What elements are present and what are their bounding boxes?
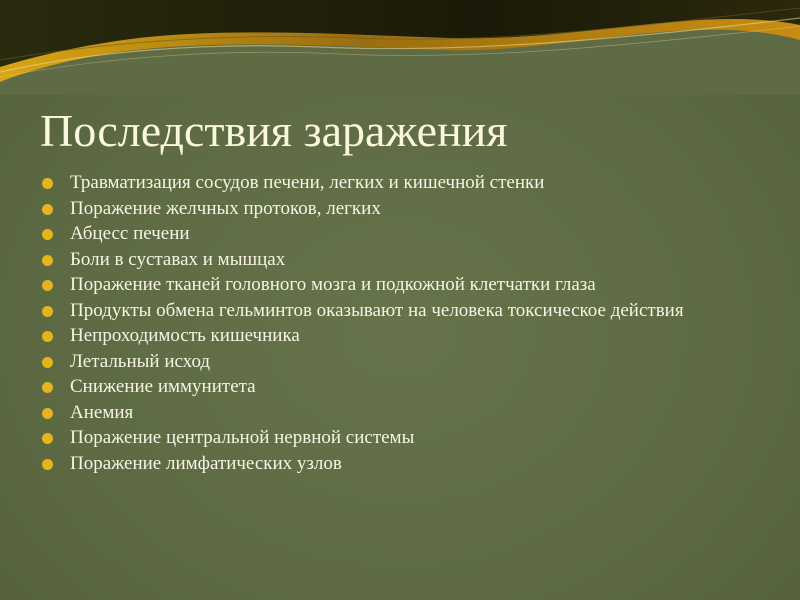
round-bullet-icon <box>42 178 53 189</box>
list-item-text: Поражение лимфатических узлов <box>70 452 342 474</box>
list-item-text: Непроходимость кишечника <box>70 325 300 346</box>
round-bullet-icon <box>42 433 53 444</box>
list-item-text: Поражение тканей головного мозга и подкожной клетчатки глаза <box>70 274 596 295</box>
list-item-text: Боли в суставах и мышцах <box>70 248 286 270</box>
list-item <box>42 325 762 347</box>
list-item-text: Летальный исход <box>70 350 211 372</box>
list-item-text: Абцесс печени <box>70 223 190 244</box>
round-bullet-icon <box>42 459 53 470</box>
round-bullet-icon <box>42 331 53 342</box>
list-item-text: Продукты обмена гельминтов оказывают на человека токсическое действия <box>70 299 684 321</box>
list-item <box>42 274 762 296</box>
list-item-text: Поражение желчных протоков, легких <box>70 197 381 219</box>
wave-decoration <box>0 0 800 95</box>
list-item-text: Снижение иммунитета <box>70 376 256 397</box>
list-item <box>42 223 762 245</box>
bullet-list <box>42 172 762 478</box>
round-bullet-icon <box>42 408 53 419</box>
list-item <box>42 402 762 424</box>
list-item <box>42 351 762 373</box>
list-item <box>42 453 762 475</box>
round-bullet-icon <box>42 280 53 291</box>
round-bullet-icon <box>42 306 53 317</box>
list-item <box>42 249 762 271</box>
round-bullet-icon <box>42 357 53 368</box>
list-item <box>42 172 762 194</box>
round-bullet-icon <box>42 255 53 266</box>
list-item <box>42 376 762 398</box>
decorative-header-band <box>0 0 800 95</box>
list-item <box>42 300 762 322</box>
list-item-text: Поражение центральной нервной системы <box>70 427 415 448</box>
slide-title: Последствия заражения <box>40 105 508 156</box>
list-item-text: Анемия <box>70 401 134 423</box>
list-item <box>42 198 762 220</box>
list-item-text: Травматизация сосудов печени, легких и кишечной стенки <box>70 172 545 193</box>
round-bullet-icon <box>42 229 53 240</box>
list-item <box>42 427 762 449</box>
round-bullet-icon <box>42 204 53 215</box>
round-bullet-icon <box>42 382 53 393</box>
